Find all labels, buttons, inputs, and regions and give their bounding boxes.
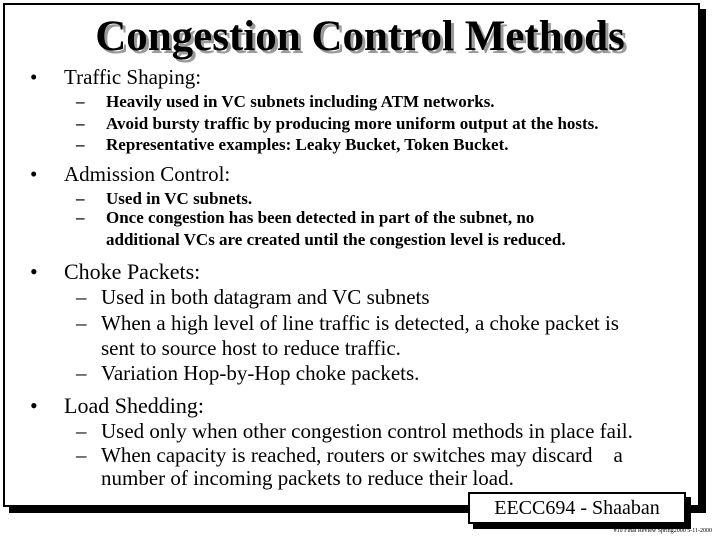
list-item-text: Used in VC subnets. [106,189,253,208]
footer-course-label: EECC694 - Shaaban [468,492,686,524]
section-heading: Traffic Shaping: [64,65,202,89]
bullet-icon: • [30,162,38,186]
list-item-text: sent to source host to reduce traffic. [101,336,401,360]
list-item-text: Used in both datagram and VC subnets [101,285,430,309]
section-load-shedding [30,393,204,419]
dash-icon: – [76,135,85,154]
list-item-text: Avoid bursty traffic by producing more uniform output at the hosts. [106,114,599,133]
list-item-text: Once congestion has been detected in part of the subnet, no [106,208,535,227]
bullet-icon: • [30,259,38,284]
dash-icon: – [76,189,85,208]
section-heading: Admission Control: [64,162,231,186]
dash-icon: – [76,92,85,111]
dash-icon: – [76,443,87,467]
section-traffic-shaping [30,65,201,90]
list-item-text: When a high level of line traffic is detected, a choke packet is [101,311,619,335]
dash-icon: – [76,361,87,385]
dash-icon: – [76,285,87,309]
slide-title: Congestion Control Methods [95,13,625,60]
list-item-text: additional VCs are created until the congestion level is reduced. [106,230,566,249]
list-item-text: Used only when other congestion control methods in place fail. [101,419,633,443]
section-heading: Load Shedding: [64,393,204,418]
footer-note: #10 Final Review Spring2000 5-11-2000 [613,528,712,534]
list-item-text: number of incoming packets to reduce their load. [101,466,514,490]
bullet-icon: • [30,65,38,89]
dash-icon: – [76,114,85,133]
section-heading: Choke Packets: [64,259,201,284]
list-item-text: Representative examples: Leaky Bucket, Token Bucket. [106,135,509,154]
list-item-text: When capacity is reached, routers or switches may discard a [101,443,623,467]
dash-icon: – [76,311,87,335]
list-item-text: Heavily used in VC subnets including ATM networks. [106,92,495,111]
section-choke-packets [30,259,200,285]
dash-icon: – [76,419,87,443]
dash-icon: – [76,208,85,227]
bullet-icon: • [30,393,38,418]
section-admission-control [30,162,230,187]
list-item-text: Variation Hop-by-Hop choke packets. [101,361,420,385]
